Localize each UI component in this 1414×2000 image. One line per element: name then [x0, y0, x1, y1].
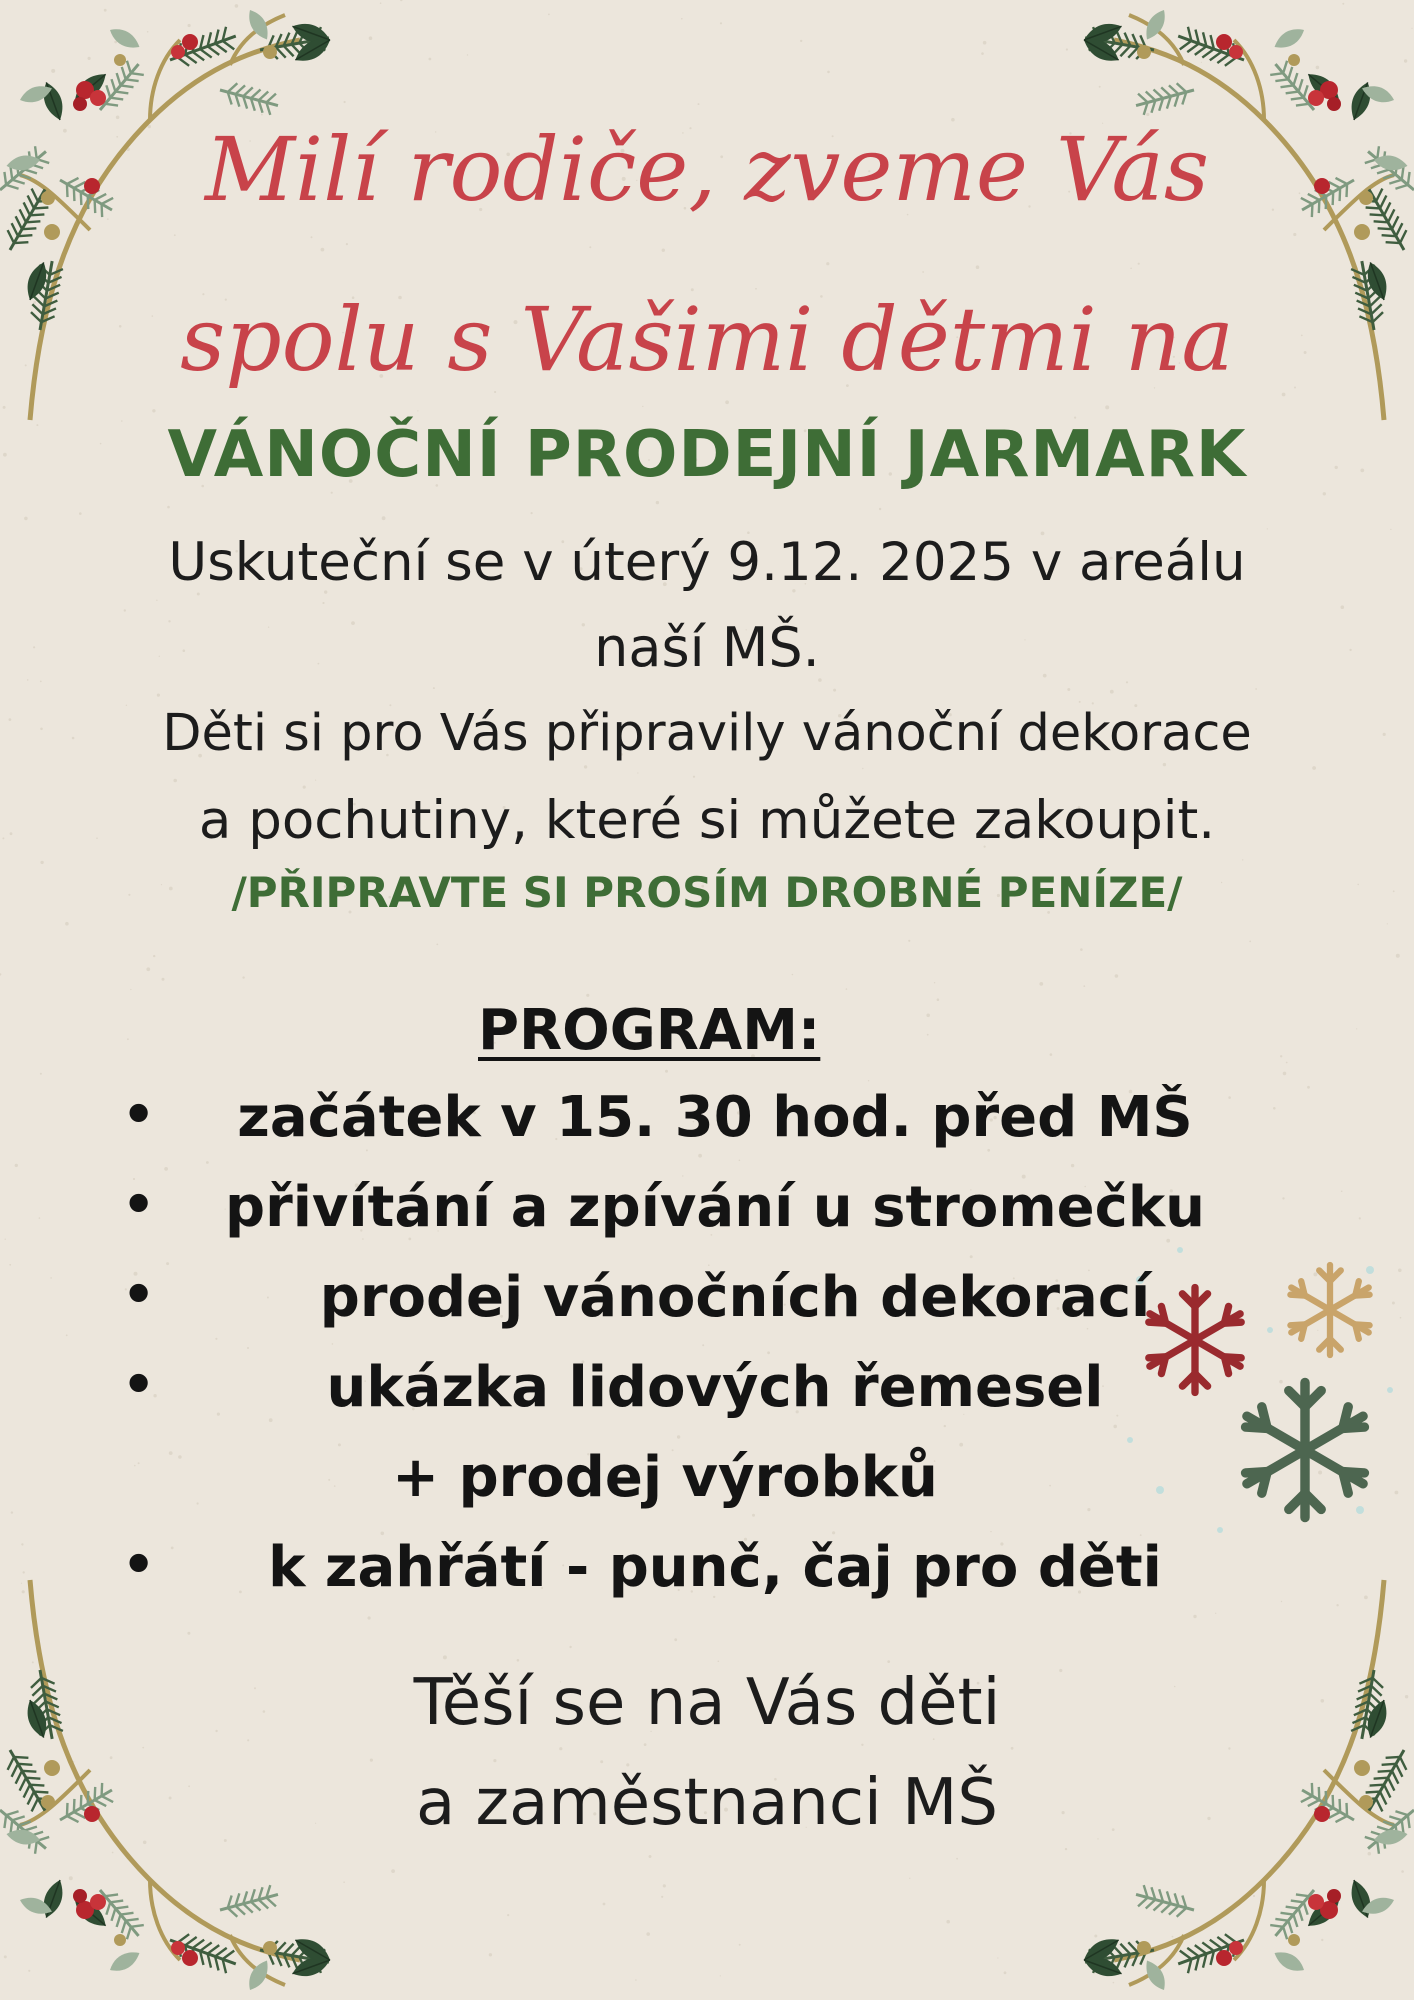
- program-item: ukázka lidových řemesel: [326, 1355, 1104, 1420]
- detail-line: a pochutiny, které si můžete zakoupit.: [198, 790, 1216, 851]
- closing-line-2: a zaměstnanci MŠ: [415, 1766, 999, 1840]
- closing-line-1: Těší se na Vás děti: [413, 1666, 1001, 1740]
- program-item: přivítání a zpívání u stromečku: [225, 1175, 1205, 1240]
- bullet-icon: •: [122, 1085, 156, 1145]
- program-item: začátek v 15. 30 hod. před MŠ: [237, 1085, 1193, 1150]
- invitation-line-2: spolu s Vašimi dětmi na: [180, 288, 1234, 391]
- bullet-icon: •: [122, 1265, 156, 1325]
- detail-line: Děti si pro Vás připravily vánoční dekorace: [162, 704, 1252, 763]
- program-heading: PROGRAM:: [478, 998, 821, 1063]
- money-note: /PŘIPRAVTE SI PROSÍM DROBNÉ PENÍZE/: [231, 868, 1183, 917]
- bullet-icon: •: [122, 1175, 156, 1235]
- event-title: VÁNOČNÍ PRODEJNÍ JARMARK: [167, 418, 1247, 492]
- bullet-icon: •: [122, 1535, 156, 1595]
- bullet-icon: •: [122, 1355, 156, 1415]
- program-item: + prodej výrobků: [392, 1445, 938, 1510]
- detail-line: naší MŠ.: [594, 616, 820, 679]
- program-item: prodej vánočních dekorací: [319, 1265, 1151, 1330]
- program-item: k zahřátí - punč, čaj pro děti: [268, 1535, 1162, 1600]
- detail-line: Uskuteční se v úterý 9.12. 2025 v areálu: [168, 532, 1246, 593]
- invitation-line-1: Milí rodiče, zveme Vás: [204, 118, 1210, 221]
